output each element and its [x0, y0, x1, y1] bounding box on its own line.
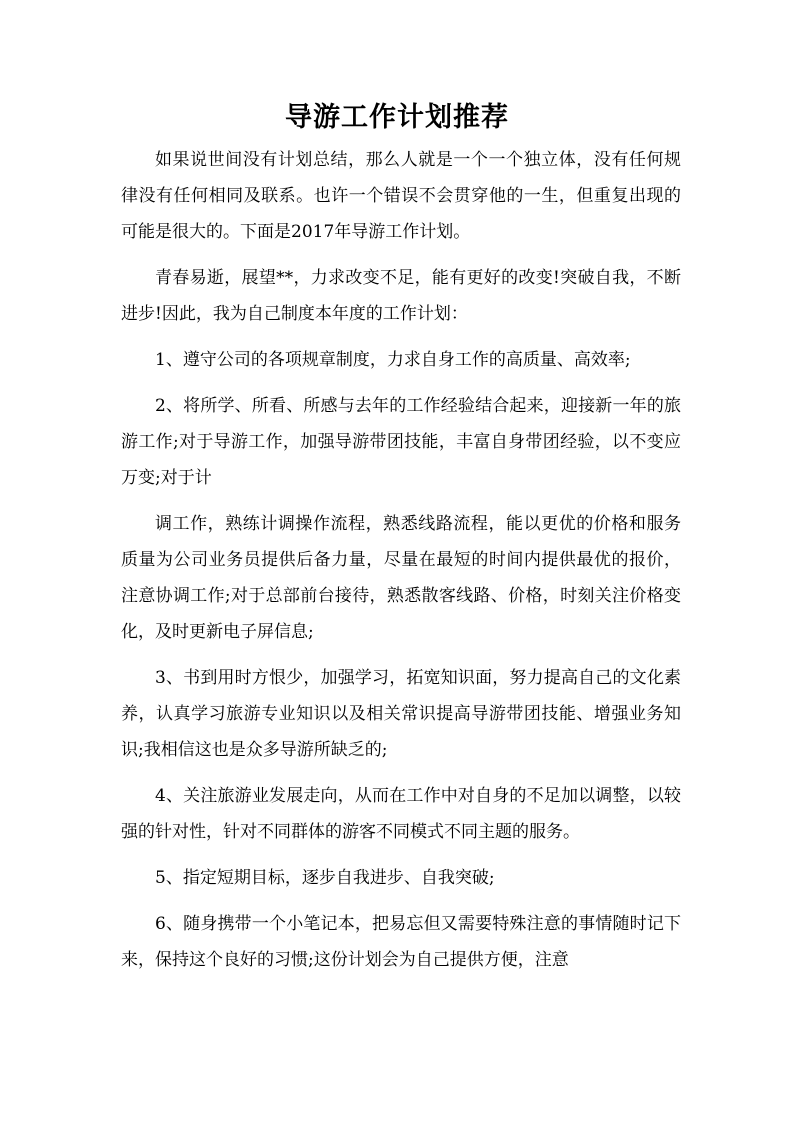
paragraph-item-4: 4、关注旅游业发展走向，从而在工作中对自身的不足加以调整，以较强的针对性，针对不同群体的游客不同模式不同主题的服务。 — [121, 786, 681, 842]
paragraph-item-6: 6、随身携带一个小笔记本，把易忘但又需要特殊注意的事情随时记下来，保持这个良好的习惯;这份计划会为自己提供方便，注意 — [121, 914, 681, 970]
document-title: 导游工作计划推荐 — [285, 102, 509, 133]
paragraph-item-5: 5、指定短期目标，逐步自我进步、自我突破; — [155, 868, 495, 888]
paragraph-item-1: 1、遵守公司的各项规章制度，力求自身工作的高质量、高效率; — [155, 350, 631, 370]
paragraph-preface: 青春易逝，展望**，力求改变不足，能有更好的改变!突破自我，不断进步!因此，我为自己制度本年度的工作计划： — [121, 268, 681, 324]
paragraph-item-3: 3、书到用时方恨少，加强学习，拓宽知识面，努力提高自己的文化素养，认真学习旅游专业知识以及相关常识提高导游带团技能、增强业务知识;我相信这也是众多导游所缺乏的; — [121, 668, 681, 760]
paragraph-item-2: 2、将所学、所看、所感与去年的工作经验结合起来，迎接新一年的旅游工作;对于导游工作，加强导游带团技能，丰富自身带团经验，以不变应万变;对于计 — [121, 396, 681, 488]
paragraph-intro: 如果说世间没有计划总结，那么人就是一个一个独立体，没有任何规律没有任何相同及联系。也许一个错误不会贯穿他的一生，但重复出现的可能是很大的。下面是2017年导游工作计划。 — [121, 150, 681, 242]
paragraph-item-2-continued: 调工作，熟练计调操作流程，熟悉线路流程，能以更优的价格和服务质量为公司业务员提供后备力量，尽量在最短的时间内提供最优的报价，注意协调工作;对于总部前台接待，熟悉散客线路、价格，时刻关注价格变化，及时更新电子屏信息; — [121, 514, 681, 642]
document-body — [121, 142, 681, 988]
